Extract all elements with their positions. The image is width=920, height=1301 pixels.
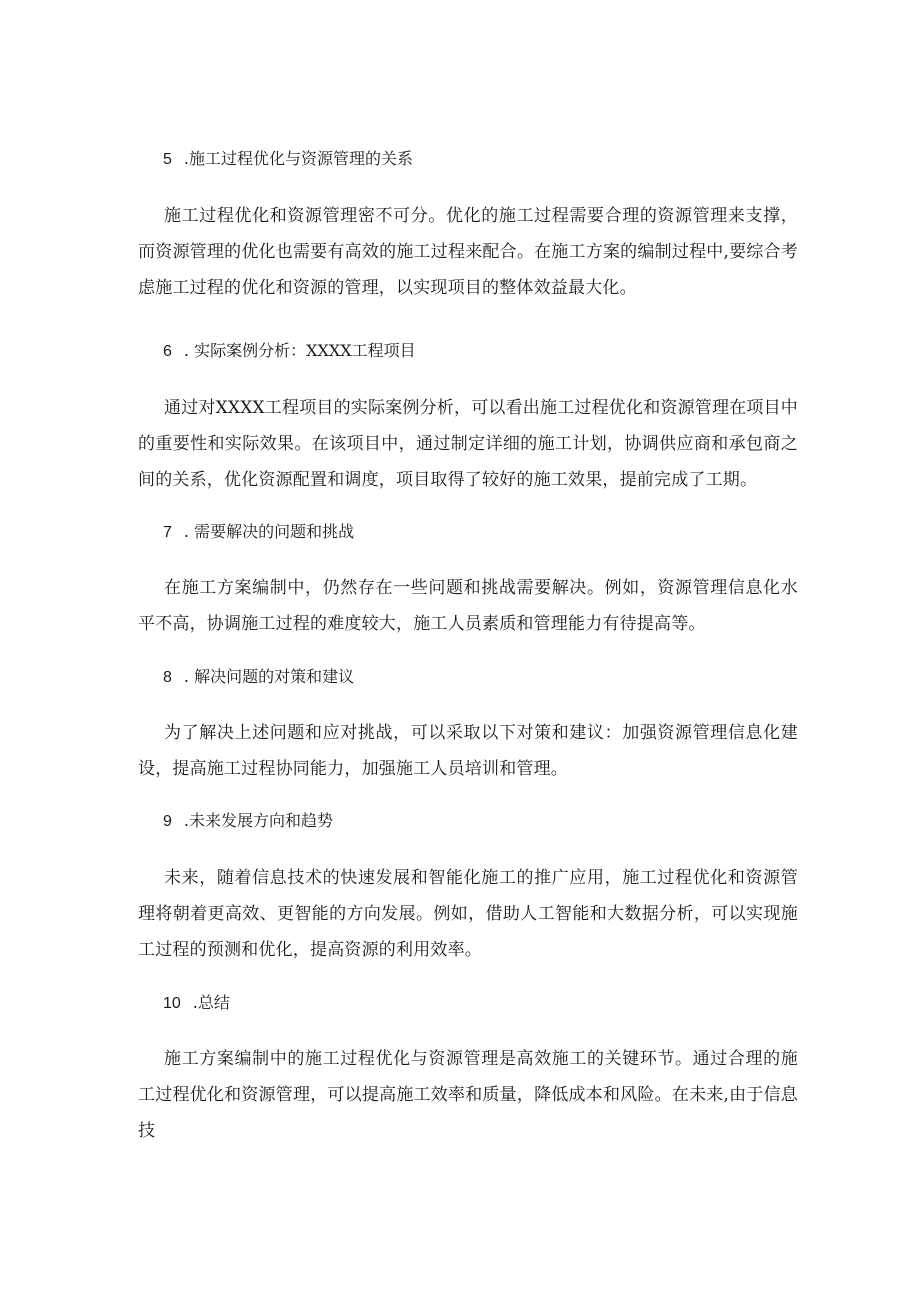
section-title: .未来发展方向和趋势	[183, 811, 333, 830]
section-number: 10	[163, 995, 181, 1012]
section-7-paragraph: 在施工方案编制中，仍然存在一些问题和挑战需要解决。例如，资源管理信息化水平不高，协调施工过程的难度较大，施工人员素质和管理能力有待提高等。	[138, 578, 798, 634]
section-number: 7	[163, 524, 172, 541]
section-title: . 实际案例分析：XXXX工程项目	[183, 341, 416, 360]
section-6-paragraph: 通过对XXXX工程项目的实际案例分析，可以看出施工过程优化和资源管理在项目中的重要性和实际效果。在该项目中，通过制定详细的施工计划，协调供应商和承包商之间的关系，优化资源配置和调度，项目取得了较好的施工效果，提前完成了工期。	[138, 398, 799, 490]
section-title: .施工过程优化与资源管理的关系	[183, 149, 413, 168]
section-8-heading	[163, 666, 354, 689]
section-6-heading	[163, 340, 416, 363]
section-9-paragraph: 未来，随着信息技术的快速发展和智能化施工的推广应用，施工过程优化和资源管理将朝着更高效、更智能的方向发展。例如，借助人工智能和大数据分析，可以实现施工过程的预测和优化，提高资源的利用效率。	[138, 868, 798, 960]
section-5-heading	[163, 148, 413, 171]
section-title: . 解决问题的对策和建议	[183, 667, 355, 686]
section-number: 6	[163, 343, 172, 360]
section-7-heading	[163, 521, 354, 544]
section-8-paragraph: 为了解决上述问题和应对挑战，可以采取以下对策和建议：加强资源管理信息化建设，提高施工过程协同能力，加强施工人员培训和管理。	[138, 723, 798, 779]
section-title: .总结	[192, 993, 230, 1012]
section-5-paragraph: 施工过程优化和资源管理密不可分。优化的施工过程需要合理的资源管理来支撑，而资源管理的优化也需要有高效的施工过程来配合。在施工方案的编制过程中,要综合考虑施工过程的优化和资源的管理，以实现项目的整体效益最大化。	[138, 206, 798, 298]
section-9-heading	[163, 810, 333, 833]
section-10-heading	[163, 992, 230, 1015]
section-number: 5	[163, 151, 172, 168]
section-title: . 需要解决的问题和挑战	[183, 522, 355, 541]
section-number: 8	[163, 669, 172, 686]
section-number: 9	[163, 813, 172, 830]
section-10-paragraph: 施工方案编制中的施工过程优化与资源管理是高效施工的关键环节。通过合理的施工过程优化和资源管理，可以提高施工效率和质量，降低成本和风险。在未来,由于信息技	[138, 1049, 798, 1141]
